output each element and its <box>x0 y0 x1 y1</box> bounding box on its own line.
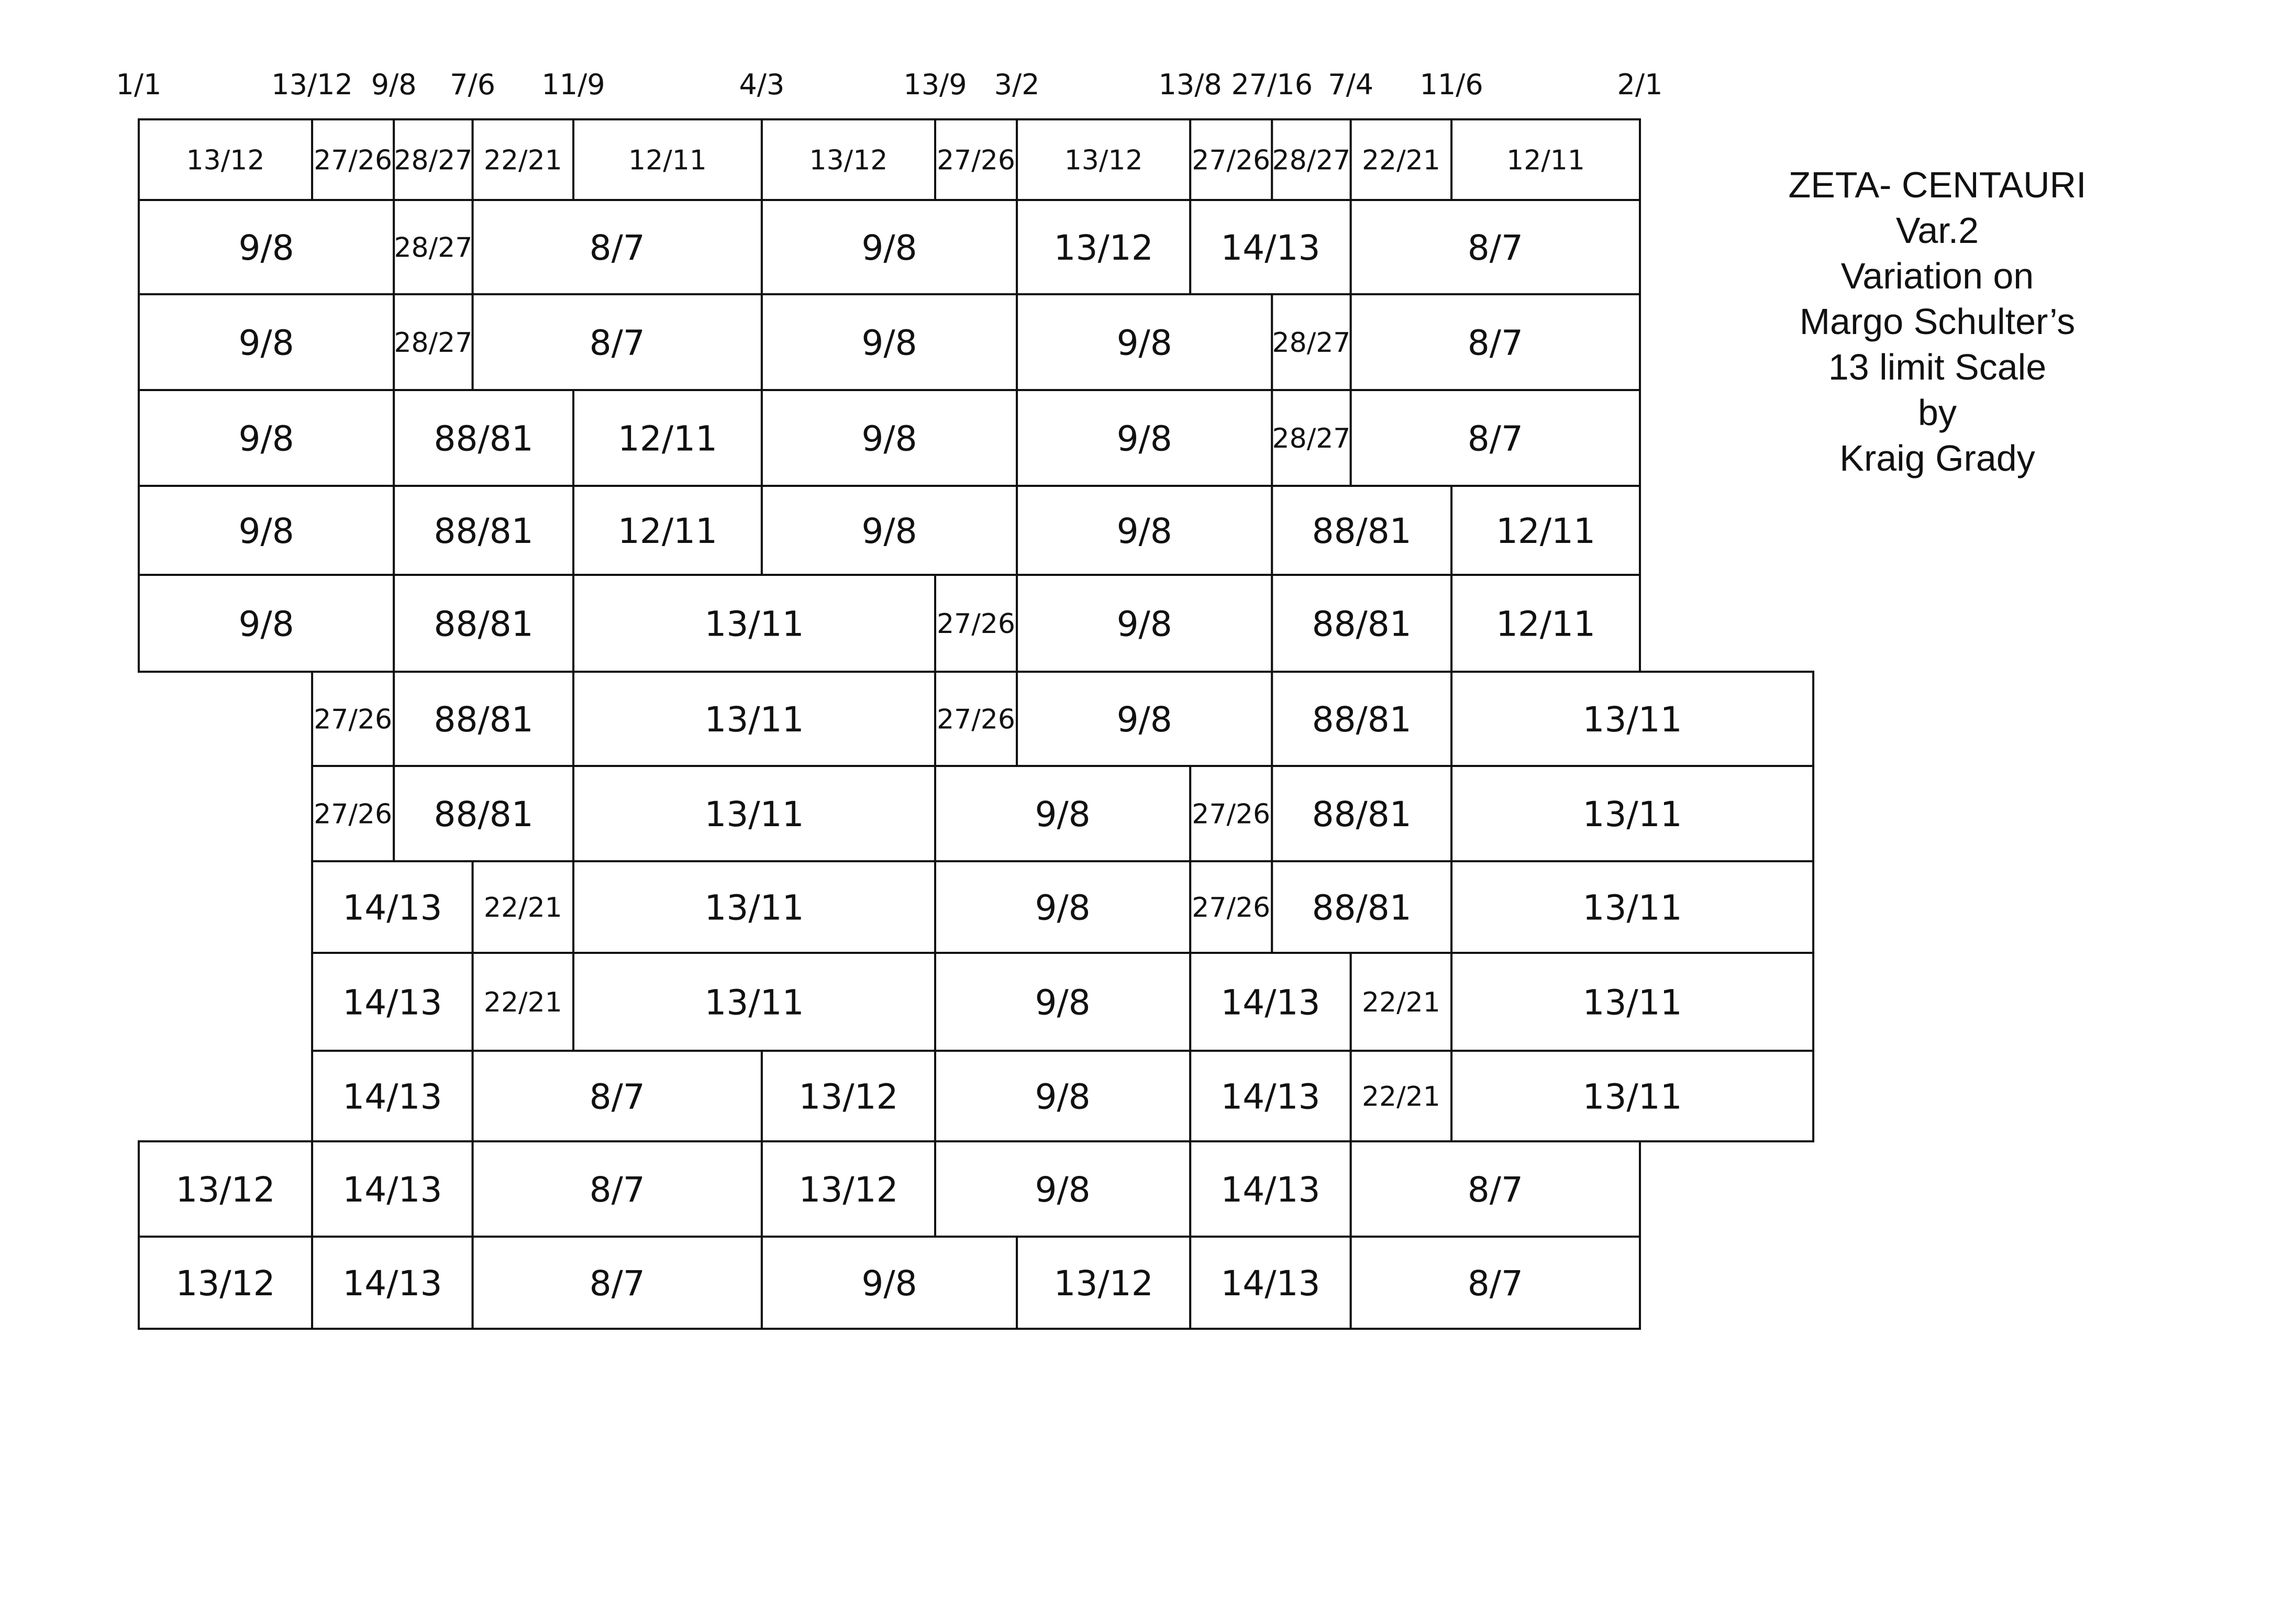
interval-label: 9/8 <box>861 418 917 459</box>
header-ratio-label-4: 11/9 <box>541 68 605 101</box>
interval-label: 13/11 <box>704 699 804 740</box>
interval-label: 14/13 <box>342 1169 442 1210</box>
header-ratio-label-5: 4/3 <box>739 68 785 101</box>
interval-label: 22/21 <box>1361 144 1440 176</box>
grid-row-8 <box>312 766 1813 861</box>
interval-label: 9/8 <box>1035 982 1091 1023</box>
interval-label: 28/27 <box>1272 327 1351 359</box>
interval-label: 12/11 <box>1506 144 1585 176</box>
interval-label: 12/11 <box>1495 510 1596 551</box>
interval-label: 8/7 <box>589 1169 645 1210</box>
interval-label: 13/12 <box>1053 227 1153 268</box>
grid-row-6 <box>139 575 1640 672</box>
interval-label: 13/12 <box>175 1263 275 1304</box>
interval-label: 13/11 <box>1582 982 1682 1023</box>
interval-label: 27/26 <box>937 704 1015 736</box>
interval-label: 27/26 <box>1192 798 1271 830</box>
interval-label: 14/13 <box>342 1076 442 1117</box>
grid-row-10 <box>312 953 1813 1051</box>
interval-label: 88/81 <box>434 418 534 459</box>
title-block <box>1723 162 2152 481</box>
interval-label: 88/81 <box>434 794 534 835</box>
interval-label: 88/81 <box>1312 604 1412 644</box>
interval-label: 9/8 <box>861 227 917 268</box>
header-ratio-label-10: 7/4 <box>1328 68 1374 101</box>
interval-label: 88/81 <box>1312 887 1412 928</box>
interval-label: 8/7 <box>589 1076 645 1117</box>
interval-label: 8/7 <box>589 227 645 268</box>
interval-label: 13/12 <box>798 1169 899 1210</box>
grid-row-3 <box>139 294 1640 390</box>
interval-label: 28/27 <box>394 144 473 176</box>
header-ratio-label-3: 7/6 <box>450 68 496 101</box>
interval-label: 22/21 <box>1361 1081 1440 1113</box>
interval-label: 9/8 <box>861 510 917 551</box>
interval-label: 9/8 <box>238 227 294 268</box>
interval-label: 27/26 <box>314 144 393 176</box>
interval-label: 28/27 <box>394 327 473 359</box>
grid-row-2 <box>139 200 1640 294</box>
interval-label: 13/11 <box>704 982 804 1023</box>
interval-label: 14/13 <box>1221 1076 1321 1117</box>
interval-label: 14/13 <box>1221 982 1321 1023</box>
title-line-3: Variation on <box>1840 255 2034 296</box>
interval-label: 9/8 <box>1116 604 1172 644</box>
interval-label: 14/13 <box>342 1263 442 1304</box>
interval-label: 14/13 <box>1221 1169 1321 1210</box>
grid-row-11 <box>312 1051 1813 1141</box>
interval-label: 14/13 <box>1221 227 1321 268</box>
interval-label: 9/8 <box>861 1263 917 1304</box>
interval-label: 13/11 <box>704 794 804 835</box>
interval-label: 12/11 <box>617 510 718 551</box>
interval-label: 13/12 <box>175 1169 275 1210</box>
interval-label: 9/8 <box>1116 418 1172 459</box>
interval-label: 13/12 <box>186 144 265 176</box>
interval-label: 9/8 <box>1035 794 1091 835</box>
interval-label: 12/11 <box>1495 604 1596 644</box>
interval-label: 14/13 <box>342 982 442 1023</box>
interval-label: 14/13 <box>1221 1263 1321 1304</box>
interval-label: 28/27 <box>394 232 473 264</box>
interval-label: 88/81 <box>1312 510 1412 551</box>
interval-label: 8/7 <box>1467 227 1523 268</box>
interval-label: 13/12 <box>1064 144 1143 176</box>
interval-label: 9/8 <box>238 510 294 551</box>
interval-label: 88/81 <box>434 699 534 740</box>
interval-label: 8/7 <box>1467 323 1523 363</box>
interval-label: 13/11 <box>1582 887 1682 928</box>
interval-label: 9/8 <box>1116 699 1172 740</box>
header-ratio-label-8: 13/8 <box>1158 68 1222 101</box>
interval-label: 9/8 <box>238 323 294 363</box>
interval-label: 14/13 <box>342 887 442 928</box>
header-ratio-label-7: 3/2 <box>994 68 1040 101</box>
interval-label: 22/21 <box>483 892 562 924</box>
grid-row-5 <box>139 486 1640 575</box>
interval-label: 9/8 <box>1116 510 1172 551</box>
title-line-4: Margo Schulter’s <box>1799 301 2076 342</box>
interval-label: 27/26 <box>937 608 1015 640</box>
interval-label: 13/11 <box>704 604 804 644</box>
grid-row-12 <box>139 1141 1640 1237</box>
grid-row-1 <box>139 119 1640 200</box>
header-ratio-label-6: 13/9 <box>903 68 967 101</box>
grid-row-4 <box>139 390 1640 486</box>
header-ratio-label-0: 1/1 <box>116 68 162 101</box>
interval-label: 13/11 <box>704 887 804 928</box>
interval-label: 13/11 <box>1582 794 1682 835</box>
interval-label: 13/12 <box>1053 1263 1153 1304</box>
interval-label: 9/8 <box>1035 1076 1091 1117</box>
grid-row-13 <box>139 1237 1640 1329</box>
header-ratio-label-12: 2/1 <box>1617 68 1663 101</box>
interval-label: 88/81 <box>434 510 534 551</box>
interval-label: 88/81 <box>434 604 534 644</box>
grid-row-9 <box>312 861 1813 953</box>
interval-label: 28/27 <box>1272 144 1351 176</box>
header-ratio-label-1: 13/12 <box>271 68 353 101</box>
grid-row-7 <box>312 672 1813 766</box>
interval-label: 13/12 <box>798 1076 899 1117</box>
interval-label: 27/26 <box>937 144 1015 176</box>
title-line-5: 13 limit Scale <box>1828 347 2047 387</box>
interval-label: 88/81 <box>1312 794 1412 835</box>
interval-label: 9/8 <box>1035 1169 1091 1210</box>
interval-label: 13/12 <box>809 144 888 176</box>
interval-label: 28/27 <box>1272 423 1351 455</box>
title-line-7: Kraig Grady <box>1839 438 2035 479</box>
interval-label: 9/8 <box>861 323 917 363</box>
header-ratio-label-9: 27/16 <box>1231 68 1313 101</box>
interval-label: 9/8 <box>1035 887 1091 928</box>
interval-label: 13/11 <box>1582 1076 1682 1117</box>
interval-label: 13/11 <box>1582 699 1682 740</box>
interval-label: 9/8 <box>1116 323 1172 363</box>
interval-label: 9/8 <box>238 604 294 644</box>
interval-label: 22/21 <box>483 144 562 176</box>
interval-label: 8/7 <box>1467 418 1523 459</box>
interval-label: 88/81 <box>1312 699 1412 740</box>
title-line-1: ZETA- CENTAURI <box>1788 164 2087 205</box>
interval-label: 27/26 <box>314 704 393 736</box>
interval-label: 27/26 <box>1192 144 1271 176</box>
header-ratio-label-2: 9/8 <box>371 68 417 101</box>
title-line-2: Var.2 <box>1895 210 1979 251</box>
title-line-6: by <box>1918 392 1957 433</box>
interval-label: 12/11 <box>628 144 707 176</box>
interval-label: 22/21 <box>483 987 562 1019</box>
interval-label: 8/7 <box>1467 1263 1523 1304</box>
interval-label: 27/26 <box>1192 892 1271 924</box>
header-ratio-label-11: 11/6 <box>1419 68 1483 101</box>
interval-label: 12/11 <box>617 418 718 459</box>
interval-label: 9/8 <box>238 418 294 459</box>
interval-label: 8/7 <box>1467 1169 1523 1210</box>
interval-label: 8/7 <box>589 1263 645 1304</box>
interval-label: 27/26 <box>314 798 393 830</box>
interval-label: 22/21 <box>1361 987 1440 1019</box>
interval-label: 8/7 <box>589 323 645 363</box>
